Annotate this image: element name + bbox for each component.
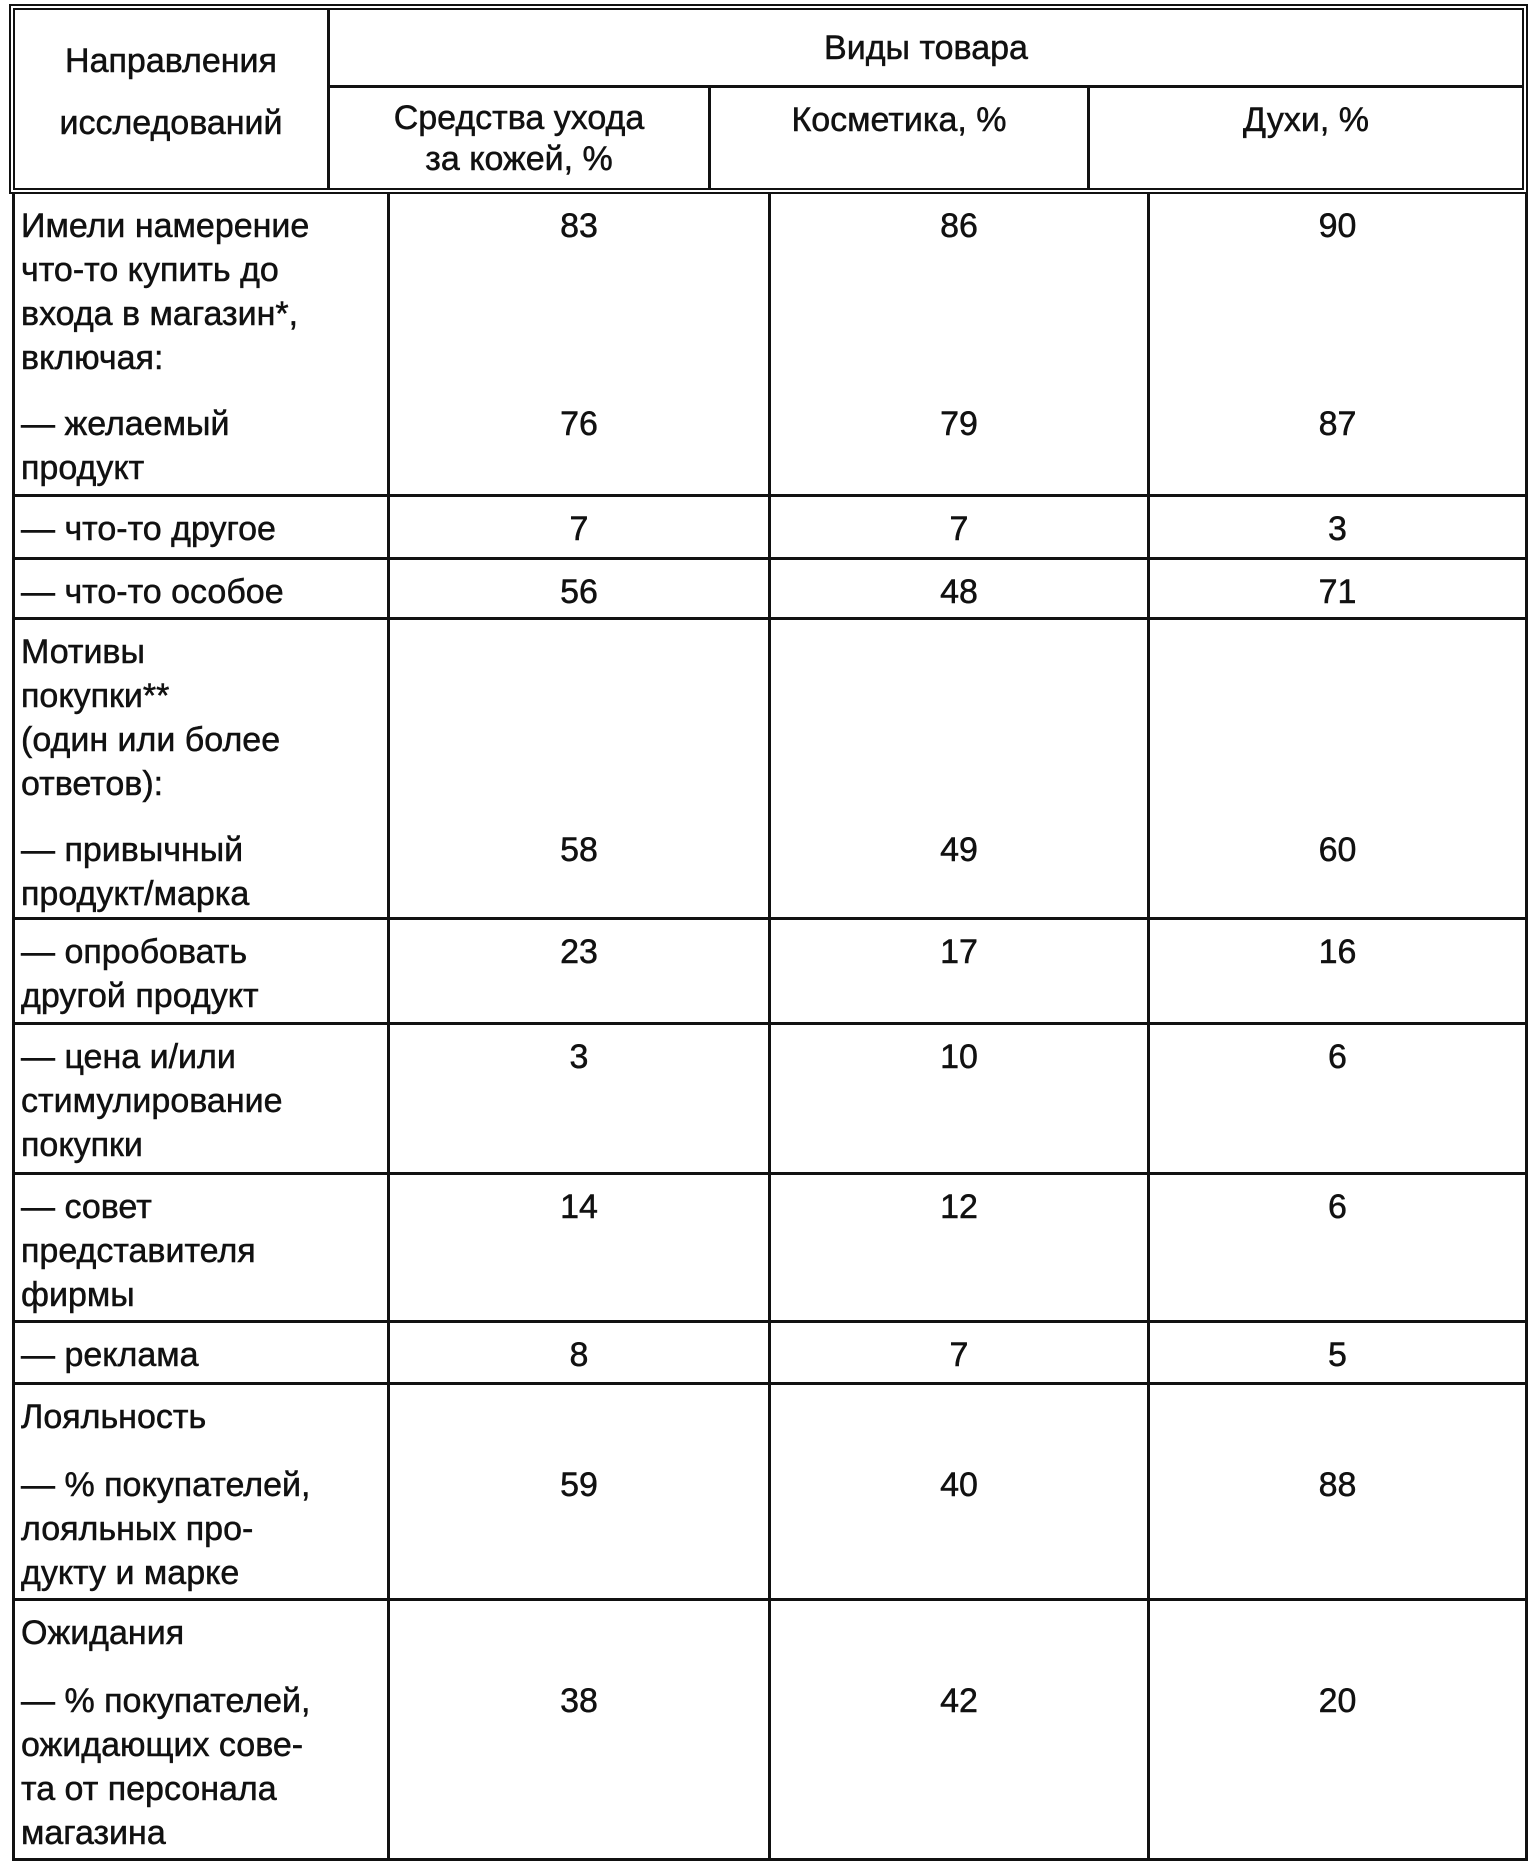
table-row (12, 1025, 1528, 1175)
section-heading: Лояльность (21, 1398, 207, 1436)
perfume-value: 3 (1328, 510, 1347, 548)
row-label-text: фирмы (21, 1276, 135, 1314)
skincare-value-cell (387, 1601, 768, 1858)
skincare-value-cell (387, 497, 768, 557)
perfume-value-cell (1147, 1385, 1528, 1598)
row-label-text: — желаемый (21, 405, 230, 443)
row-label-text: лояльных про- (21, 1510, 254, 1548)
cosmetics-value-cell (768, 920, 1147, 1022)
header-skincare (330, 98, 708, 180)
spacer (21, 1655, 387, 1679)
row-label-text: — опробовать (21, 933, 248, 971)
table-row (12, 1601, 1528, 1861)
row-label (12, 920, 387, 1022)
skincare-value-cell (387, 1323, 768, 1382)
cosmetics-value: 86 (940, 207, 978, 245)
row-label-text: — реклама (21, 1336, 199, 1374)
perfume-value-cell (1147, 1323, 1528, 1382)
header-product-types: Виды товара (824, 29, 1028, 67)
spacer (21, 806, 387, 828)
skincare-value: 59 (560, 1466, 598, 1504)
header-divider (327, 85, 1522, 88)
perfume-value-cell (1147, 620, 1528, 917)
section-heading: что-то купить до (21, 251, 279, 289)
cosmetics-value: 17 (940, 933, 978, 971)
perfume-value-cell (1147, 920, 1528, 1022)
cosmetics-value-cell (768, 560, 1147, 617)
table-row (12, 194, 1528, 497)
cosmetics-value: 7 (949, 1336, 969, 1374)
table-row (12, 1323, 1528, 1385)
skincare-value: 83 (560, 207, 598, 245)
cosmetics-value-cell (768, 497, 1147, 557)
skincare-value: 3 (569, 1038, 589, 1076)
section-heading: ответов): (21, 765, 164, 803)
row-label (12, 560, 387, 617)
perfume-value: 90 (1318, 207, 1357, 245)
table-row (12, 1385, 1528, 1601)
row-label-text: представителя (21, 1232, 256, 1270)
skincare-value: 7 (569, 510, 589, 548)
table-header (9, 4, 1528, 194)
section-heading: включая: (21, 339, 164, 377)
row-label-text: стимулирование (21, 1082, 283, 1120)
row-label-text: ожидающих сове- (21, 1726, 304, 1764)
table-row (12, 1175, 1528, 1323)
skincare-value: 8 (569, 1336, 589, 1374)
skincare-value-cell (387, 194, 768, 494)
row-label (12, 1025, 387, 1172)
skincare-value: 38 (560, 1682, 598, 1720)
skincare-value-cell (387, 560, 768, 617)
perfume-value-cell (1147, 194, 1528, 494)
section-heading: Ожидания (21, 1614, 185, 1652)
perfume-value-cell (1147, 1601, 1528, 1858)
cosmetics-value: 48 (940, 573, 978, 611)
header-perfume: Духи, % (1243, 101, 1369, 139)
skincare-value-cell (387, 1025, 768, 1172)
perfume-value-cell (1147, 1175, 1528, 1320)
cosmetics-value-cell (768, 1323, 1147, 1382)
table-row (12, 497, 1528, 560)
section-heading: Мотивы (21, 633, 145, 671)
row-label (12, 194, 387, 494)
row-label-text: продукт (21, 449, 145, 487)
row-label (12, 1601, 387, 1858)
row-label-text: продукт/марка (21, 875, 250, 913)
row-label (12, 620, 387, 917)
header-text: Средства ухода (393, 99, 645, 137)
row-label-text: — цена и/или (21, 1038, 236, 1076)
section-heading: (один или более (21, 721, 281, 759)
row-label-text: дукту и марке (21, 1554, 240, 1592)
row-label-text: — % покупателей, (21, 1682, 311, 1720)
perfume-value: 20 (1318, 1682, 1357, 1720)
row-label-text: другой продукт (21, 977, 259, 1015)
cosmetics-value: 79 (940, 405, 978, 443)
cosmetics-value: 42 (940, 1682, 978, 1720)
skincare-value: 14 (560, 1188, 598, 1226)
perfume-value: 88 (1318, 1466, 1357, 1504)
cosmetics-value-cell (768, 620, 1147, 917)
table-row (12, 920, 1528, 1025)
skincare-value-cell (387, 1385, 768, 1598)
row-label (12, 1175, 387, 1320)
cosmetics-value: 10 (940, 1038, 978, 1076)
perfume-value: 16 (1318, 933, 1357, 971)
perfume-value-cell (1147, 1025, 1528, 1172)
row-label-text: — совет (21, 1188, 152, 1226)
cosmetics-value: 7 (949, 510, 969, 548)
row-label-text: — что-то другое (21, 510, 276, 548)
perfume-value-cell (1147, 560, 1528, 617)
table-body (12, 194, 1528, 1861)
row-label (12, 497, 387, 557)
perfume-value: 6 (1328, 1188, 1347, 1226)
header-text: Направления (65, 42, 277, 80)
skincare-value-cell (387, 620, 768, 917)
header-text: исследований (59, 104, 283, 142)
cosmetics-value-cell (768, 194, 1147, 494)
row-label-text: — привычный (21, 831, 244, 869)
row-label-text: — % покупателей, (21, 1466, 311, 1504)
perfume-value-cell (1147, 497, 1528, 557)
row-label-text: та от персонала (21, 1770, 277, 1808)
perfume-value: 5 (1328, 1336, 1347, 1374)
cosmetics-value-cell (768, 1175, 1147, 1320)
row-label-text: покупки (21, 1126, 143, 1164)
header-cosmetics: Косметика, % (791, 101, 1007, 139)
row-label (12, 1385, 387, 1598)
section-heading: входа в магазин*, (21, 295, 299, 333)
table-row (12, 560, 1528, 620)
row-label-text: — что-то особое (21, 573, 284, 611)
cosmetics-value: 12 (940, 1188, 978, 1226)
spacer (21, 1439, 387, 1463)
perfume-value: 87 (1318, 405, 1357, 443)
skincare-value: 56 (560, 573, 598, 611)
cosmetics-value-cell (768, 1385, 1147, 1598)
row-label (12, 1323, 387, 1382)
perfume-value: 6 (1328, 1038, 1347, 1076)
section-heading: Имели намерение (21, 207, 310, 245)
section-heading: покупки** (21, 677, 170, 715)
table-row (12, 620, 1528, 920)
cosmetics-value: 40 (940, 1466, 978, 1504)
perfume-value: 60 (1318, 831, 1357, 869)
cosmetics-value-cell (768, 1025, 1147, 1172)
cosmetics-value: 49 (940, 831, 978, 869)
perfume-value: 71 (1318, 573, 1357, 611)
skincare-value-cell (387, 1175, 768, 1320)
skincare-value: 58 (560, 831, 598, 869)
skincare-value-cell (387, 920, 768, 1022)
skincare-value: 76 (560, 405, 598, 443)
skincare-value: 23 (560, 933, 598, 971)
row-label-text: магазина (21, 1814, 166, 1852)
header-research-directions (15, 30, 327, 154)
header-text: за кожей, % (425, 140, 613, 178)
cosmetics-value-cell (768, 1601, 1147, 1858)
spacer (21, 380, 387, 402)
